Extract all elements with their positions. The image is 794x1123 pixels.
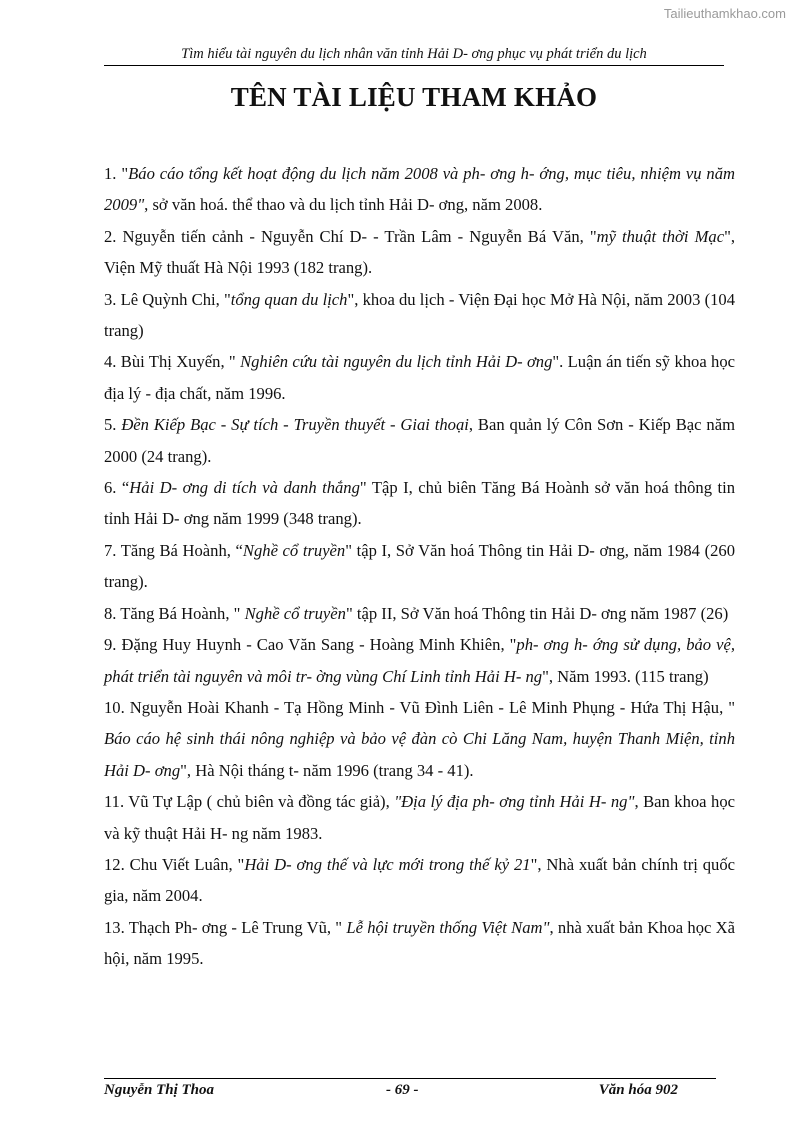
ref-text: ", Hà Nội tháng t- năm 1996 (trang 34 - 41). <box>180 760 474 780</box>
ref-text: ", Năm 1993. (115 trang) <box>542 666 709 686</box>
reference-item <box>104 692 735 786</box>
ref-text: ", Viện Mỹ thuất Hà Nội 1993 (182 trang). <box>104 226 735 278</box>
reference-item <box>104 346 735 409</box>
ref-text: " Tập I, chủ biên Tăng Bá Hoành sở văn hoá thông tin tỉnh Hải D- ơng năm 1999 (348 trang). <box>104 478 735 529</box>
ref-title: Đền Kiếp Bạc - Sự tích - Truyền thuyết - Giai thoại <box>121 415 469 435</box>
ref-title: "Địa lý địa ph- ơng tỉnh Hải H- ng" <box>394 792 635 812</box>
reference-item <box>104 284 735 347</box>
ref-text: 7. Tăng Bá Hoành, “ <box>104 540 243 560</box>
page-title: TÊN TÀI LIỆU THAM KHẢO <box>230 82 598 112</box>
ref-title: Hải D- ơng thế và lực mới trong thế kỷ 21 <box>244 854 531 874</box>
footer-class: Văn hóa 902 <box>598 1082 678 1098</box>
reference-item <box>104 849 735 912</box>
reference-item <box>104 409 735 472</box>
ref-text: 11. Vũ Tự Lập ( chủ biên và đồng tác giả), <box>104 792 395 812</box>
watermark: Tailieuthamkhao.com <box>663 6 786 21</box>
footer-divider <box>104 1078 716 1079</box>
reference-item <box>104 221 735 284</box>
ref-title: tổng quan du lịch <box>230 289 348 309</box>
ref-text: , Ban khoa học và kỹ thuật Hải H- ng năm 1983. <box>104 792 735 843</box>
reference-item <box>104 472 735 535</box>
ref-text: , nhà xuất bản Khoa học Xã hội, năm 1995. <box>104 917 735 969</box>
ref-title: Nghề cổ truyền <box>242 540 346 560</box>
reference-item <box>104 629 735 692</box>
ref-text: , sở văn hoá. thể thao và du lịch tỉnh Hải D- ơng, năm 2008. <box>144 195 543 215</box>
ref-title: Nghề cổ truyền <box>244 603 346 623</box>
ref-title: Báo cáo hệ sinh thái nông nghiệp và bảo vệ đàn cò Chi Lăng Nam, huyện Thanh Miện, tỉnh Hải D- ơng <box>104 729 735 780</box>
ref-text: 6. “ <box>104 478 130 498</box>
footer-page-number: - 69 - <box>386 1082 419 1098</box>
ref-title: ph- ơng h- ớng sử dụng, bảo vệ, phát triển tài nguyên và môi tr- ờng vùng Chí Linh tỉnh Hải H- ng <box>104 635 735 686</box>
ref-text: 3. Lê Quỳnh Chi, " <box>104 289 231 309</box>
ref-text: 8. Tăng Bá Hoành, " <box>104 603 245 623</box>
ref-text: 9. Đặng Huy Huynh - Cao Văn Sang - Hoàng Minh Khiên, " <box>104 635 517 655</box>
reference-item <box>104 535 735 598</box>
reference-item <box>104 158 735 221</box>
ref-text: 13. Thạch Ph- ơng - Lê Trung Vũ, " <box>104 917 347 937</box>
reference-list <box>104 158 735 975</box>
ref-title: Lễ hội truyền thống Việt Nam" <box>346 917 550 937</box>
reference-item <box>104 912 735 975</box>
ref-text: 2. Nguyễn tiến cảnh - Nguyễn Chí D- - Trần Lâm - Nguyễn Bá Văn, " <box>104 226 597 246</box>
ref-title: Nghiên cứu tài nguyên du lịch tỉnh Hải D- ơng <box>240 352 553 372</box>
ref-text: , Ban quản lý Côn Sơn - Kiếp Bạc năm 2000 (24 trang). <box>104 415 735 466</box>
ref-text: 12. Chu Viết Luân, " <box>104 854 245 874</box>
ref-text: ". Luận án tiến sỹ khoa học địa lý - địa chất, năm 1996. <box>104 352 736 403</box>
ref-text: " tập I, Sở Văn hoá Thông tin Hải D- ơng, năm 1984 (260 trang). <box>104 540 735 592</box>
ref-title: Hải D- ơng di tích và danh thắng <box>129 478 360 498</box>
footer-author: Nguyễn Thị Thoa <box>104 1082 215 1098</box>
ref-text: 1. " <box>104 164 129 183</box>
ref-text: 4. Bùi Thị Xuyến, " <box>104 352 241 372</box>
ref-title: Báo cáo tổng kết hoạt động du lịch năm 2008 và ph- ơng h- ớng, mục tiêu, nhiệm vụ năm 2009" <box>104 164 735 215</box>
ref-text: " tập II, Sở Văn hoá Thông tin Hải D- ơng năm 1987 (26) <box>345 603 729 623</box>
running-header: Tìm hiểu tài nguyên du lịch nhân văn tỉnh Hải D- ơng phục vụ phát triển du lịch <box>104 46 724 66</box>
ref-text: ", Nhà xuất bản chính trị quốc gia, năm 2004. <box>104 854 735 906</box>
reference-item <box>104 786 735 849</box>
ref-title: mỹ thuật thời Mạc <box>596 226 725 246</box>
reference-item <box>104 598 735 629</box>
ref-text: 10. Nguyễn Hoài Khanh - Tạ Hồng Minh - Vũ Đình Liên - Lê Minh Phụng - Hứa Thị Hậu, " <box>104 697 735 717</box>
ref-text: ", khoa du lịch - Viện Đại học Mở Hà Nội, năm 2003 (104 trang) <box>104 289 735 341</box>
ref-text: 5. <box>104 415 122 435</box>
